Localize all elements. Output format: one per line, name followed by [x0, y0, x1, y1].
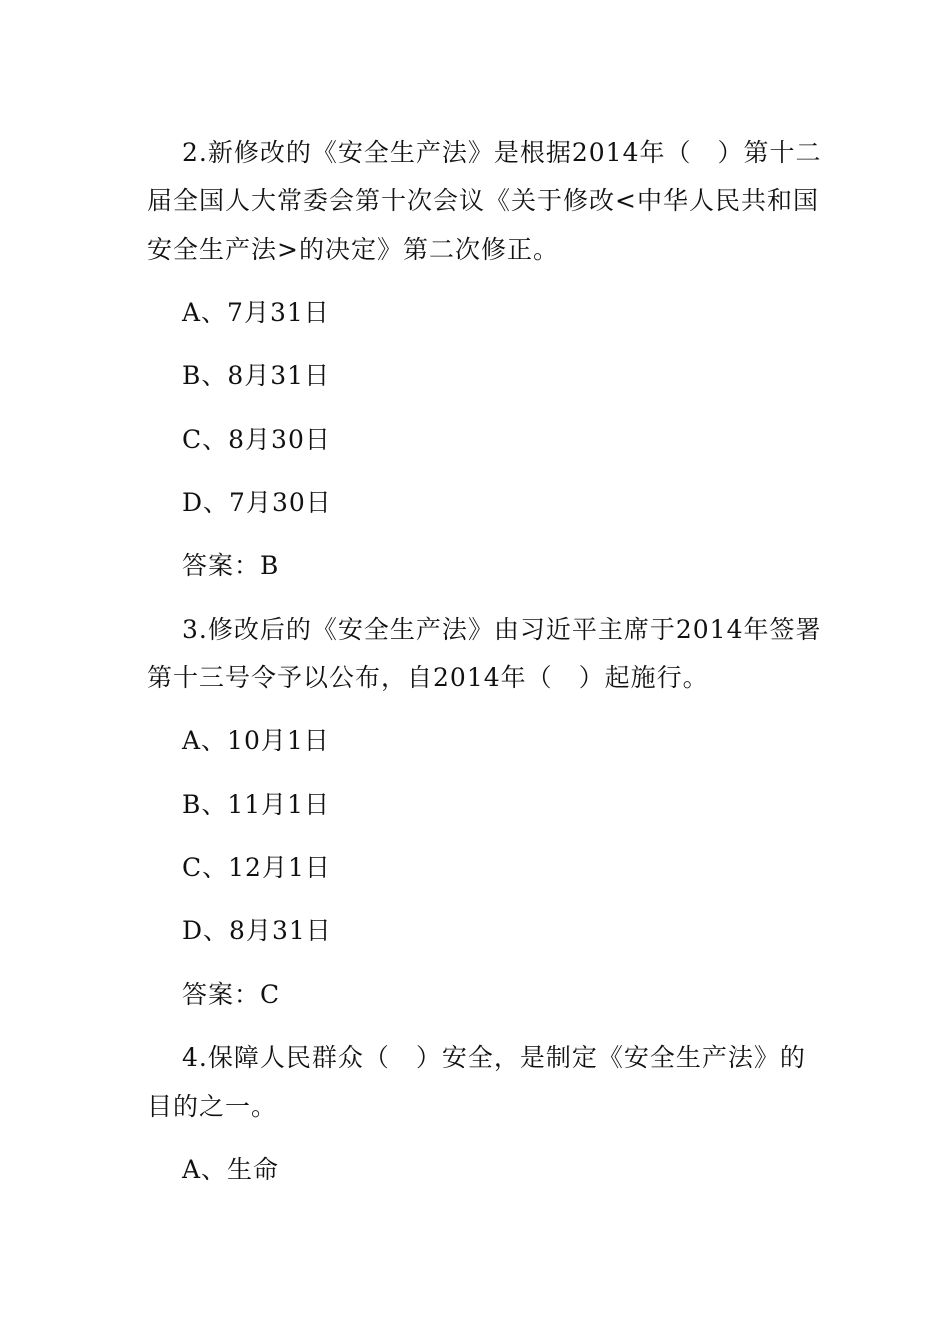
option-c: C、12月1日: [182, 853, 331, 882]
option-b: B、11月1日: [182, 790, 331, 819]
question-stem-line: 4.保障人民群众（ ）安全，是制定《安全生产法》的: [182, 1043, 806, 1072]
answer-line: 答案：B: [182, 551, 280, 580]
option-a: A、生命: [182, 1155, 280, 1184]
question-stem-line: 3.修改后的《安全生产法》由习近平主席于2014年签署: [182, 615, 822, 644]
option-b: B、8月31日: [182, 361, 331, 390]
option-a: A、10月1日: [182, 726, 330, 755]
question-stem-line: 第十三号令予以公布，自2014年（ ）起施行。: [147, 663, 709, 692]
question-stem-line: 2.新修改的《安全生产法》是根据2014年（ ）第十二: [182, 138, 822, 167]
option-c: C、8月30日: [182, 425, 331, 454]
option-a: A、7月31日: [182, 298, 330, 327]
question-stem-line: 目的之一。: [147, 1092, 278, 1121]
option-d: D、8月31日: [182, 916, 332, 945]
option-d: D、7月30日: [182, 488, 332, 517]
answer-line: 答案：C: [182, 980, 281, 1009]
question-stem-line: 安全生产法>的决定》第二次修正。: [147, 235, 559, 264]
question-stem-line: 届全国人大常委会第十次会议《关于修改<中华人民共和国: [147, 186, 819, 215]
